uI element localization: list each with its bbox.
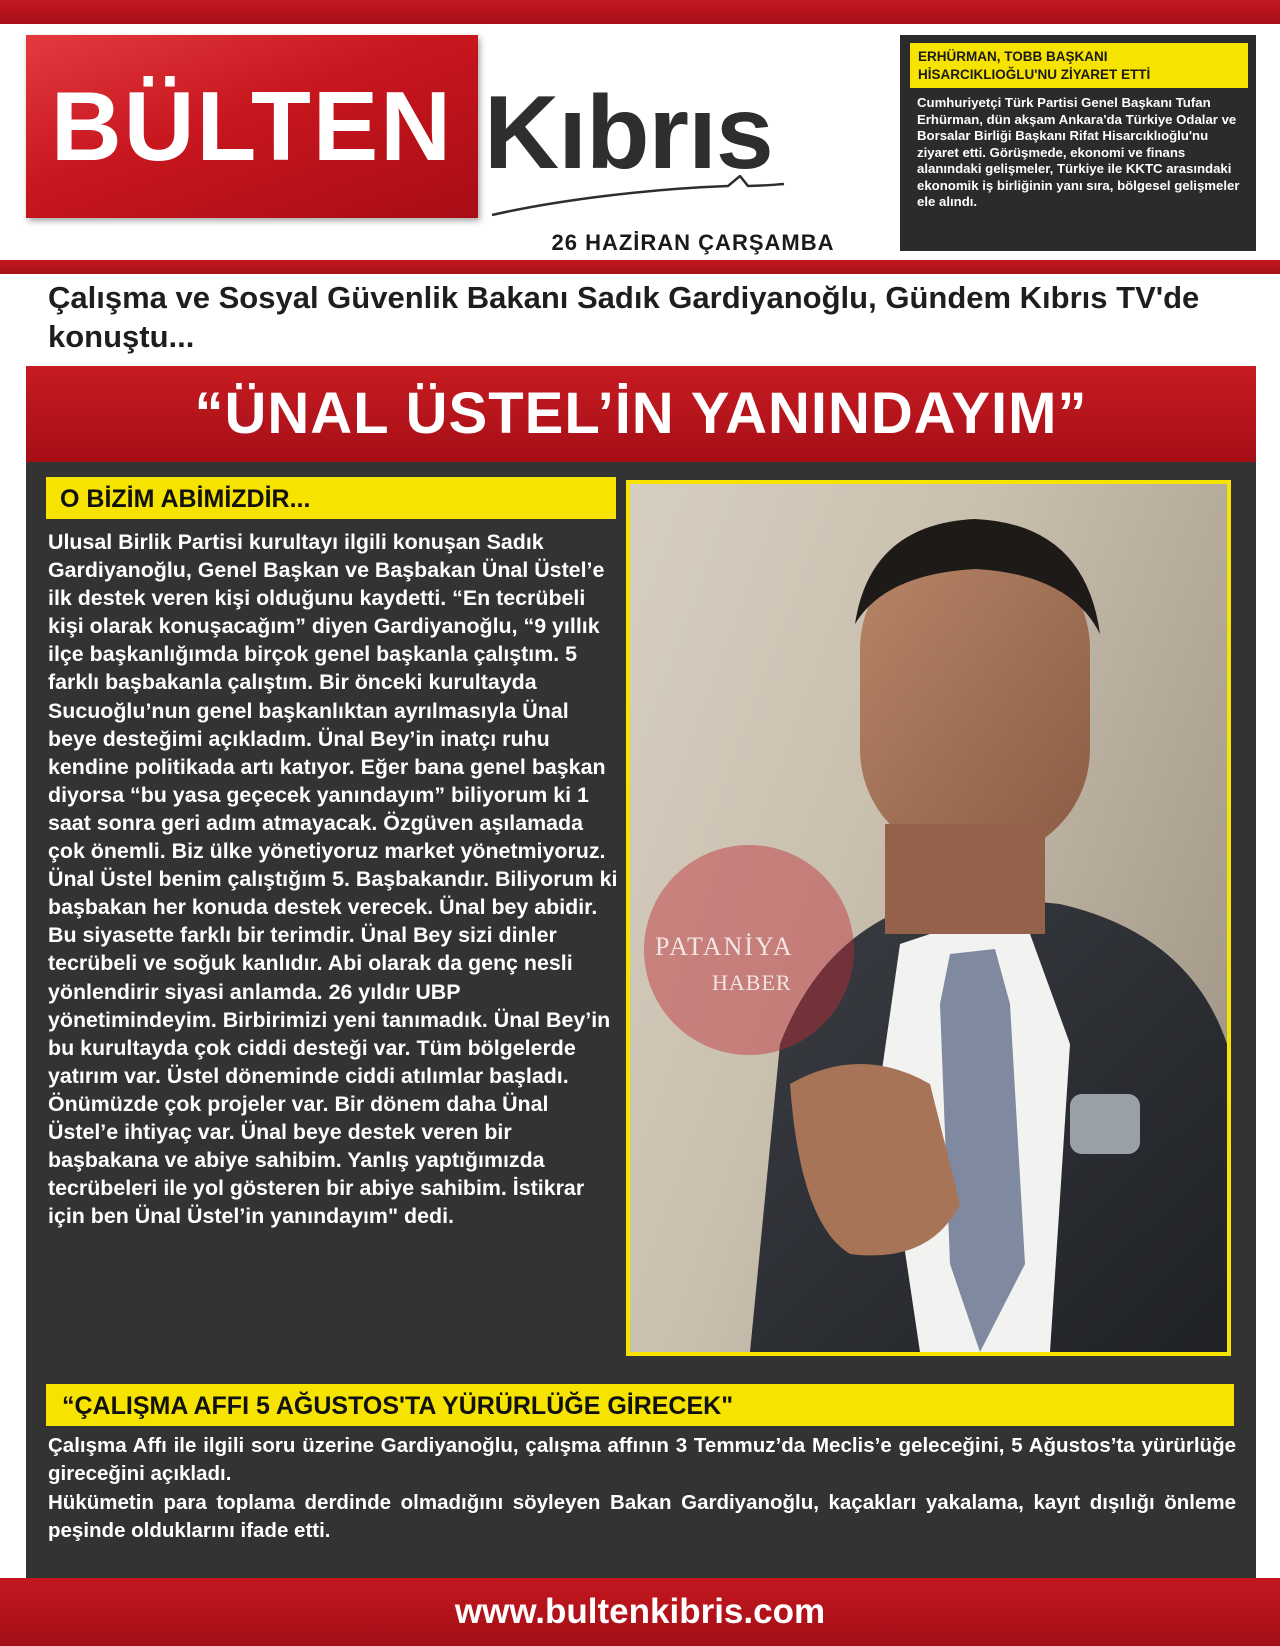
watermark-text-2: HABER — [712, 970, 792, 995]
article-title: “ÜNAL ÜSTEL’İN YANINDAYIM” — [194, 381, 1088, 446]
side-news-body: Cumhuriyetçi Türk Partisi Genel Başkanı Tufan Erhürman, dün akşam Ankara'da Türkiye Odalar ve Borsalar Birliği Başkanı Rifat Hisarcıklıoğlu'nu ziyaret etti. Görüşmede, ekonomi ve finans alanındaki gelişmeler, Türkiye ile KKTC arasındaki ekonomik iş birliğinin yanı sıra, bölgesel gelişmeler ele alındı. — [917, 95, 1240, 209]
article-body-2-paragraph-1: Çalışma Affı ile ilgili soru üzerine Gardiyanoğlu, çalışma affının 3 Temmuz’da Meclis’e geleceğini, 5 Ağustos’ta yürürlüğe gireceğini açıkladı. — [48, 1434, 1236, 1486]
subheading-2: “ÇALIŞMA AFFI 5 AĞUSTOS'TA YÜRÜRLÜĞE GİRECEK" — [62, 1392, 734, 1420]
top-red-band — [0, 0, 1280, 24]
logo-kibris-text: Kıbrıs — [484, 75, 773, 191]
logo-swoosh-icon — [488, 175, 788, 220]
watermark-text-1: PATANİYA — [655, 932, 794, 961]
issue-date: 26 HAZİRAN ÇARŞAMBA — [551, 230, 835, 255]
subheading-1: O BİZİM ABİMİZDİR... — [60, 485, 311, 513]
article-body-2 — [48, 1432, 1236, 1545]
separator-red-band — [0, 260, 1280, 274]
side-news-headline: ERHÜRMAN, TOBB BAŞKANI HİSARCIKLIOĞLU'NU ZİYARET ETTİ — [910, 43, 1248, 88]
footer-website-link[interactable]: www.bultenkibris.com — [454, 1592, 826, 1631]
article-kicker: Çalışma ve Sosyal Güvenlik Bakanı Sadık Gardiyanoğlu, Gündem Kıbrıs TV'de konuştu... — [48, 280, 1200, 354]
article-body-1: Ulusal Birlik Partisi kurultayı ilgili konuşan Sadık Gardiyanoğlu, Genel Başkan ve Başbakan Ünal Üstel’e ilk destek veren kişi olduğunu kaydetti. “En tecrübeli kişi olarak konuşacağım” diyen Gardiyanoğlu, “9 yıllık ilçe başkanlığımda birçok genel başkanla çalıştım. 5 farklı başbakanla çalıştım. Bir önceki kurultayda Sucuoğlu’nun genel başkanlıktan ayrılmasıyla Ünal beye desteğimi açıkladım. Ünal Bey’in inatçı ruhu kendine politikada artı katıyor. Eğer bana genel başkan diyorsa “bu yasa geçecek yanındayım” biliyorum ki 1 saat sonra geri adım atmayacak. Özgüven aşılamada çok önemli. Biz ülke yönetiyoruz market yönetmiyoruz. Ünal Üstel benim çalıştığım 5. Başbakandır. Biliyorum ki başbakan her konuda destek verecek. Ünal bey abidir. Bu siyasette farklı bir terimdir. Ünal Bey sizi dinler tecrübeli ve soğuk kanlıdır. Abi olarak da genç nesli yönlendirir siyasi anlamda. 26 yıldır UBP yönetimindeyim. Birbirimizi yeni tanımadık. Ünal Bey’in bu kurultayda çok ciddi desteği var. Tüm bölgelerde yatırım var. Üstel döneminde ciddi atılımlar başladı. Önümüzde çok projeler var. Bir dönem daha Ünal Üstel’e ihtiyaç var. Ünal beye destek veren bir başbakana ve abiye sahibim. Yanlış yaptığımızda tecrübeleri ile yol gösteren bir abiye sahibim. İstikrar için ben Ünal Üstel’in yanındayım" dedi. — [48, 530, 618, 1229]
logo-bulten-text: BÜLTEN — [50, 71, 454, 181]
article-body-2-paragraph-2: Hükümetin para toplama derdinde olmadığını söyleyen Bakan Gardiyanoğlu, kaçakları yakalama, kayıt dışılığı önleme peşinde olduklarını ifade etti. — [48, 1490, 1236, 1542]
